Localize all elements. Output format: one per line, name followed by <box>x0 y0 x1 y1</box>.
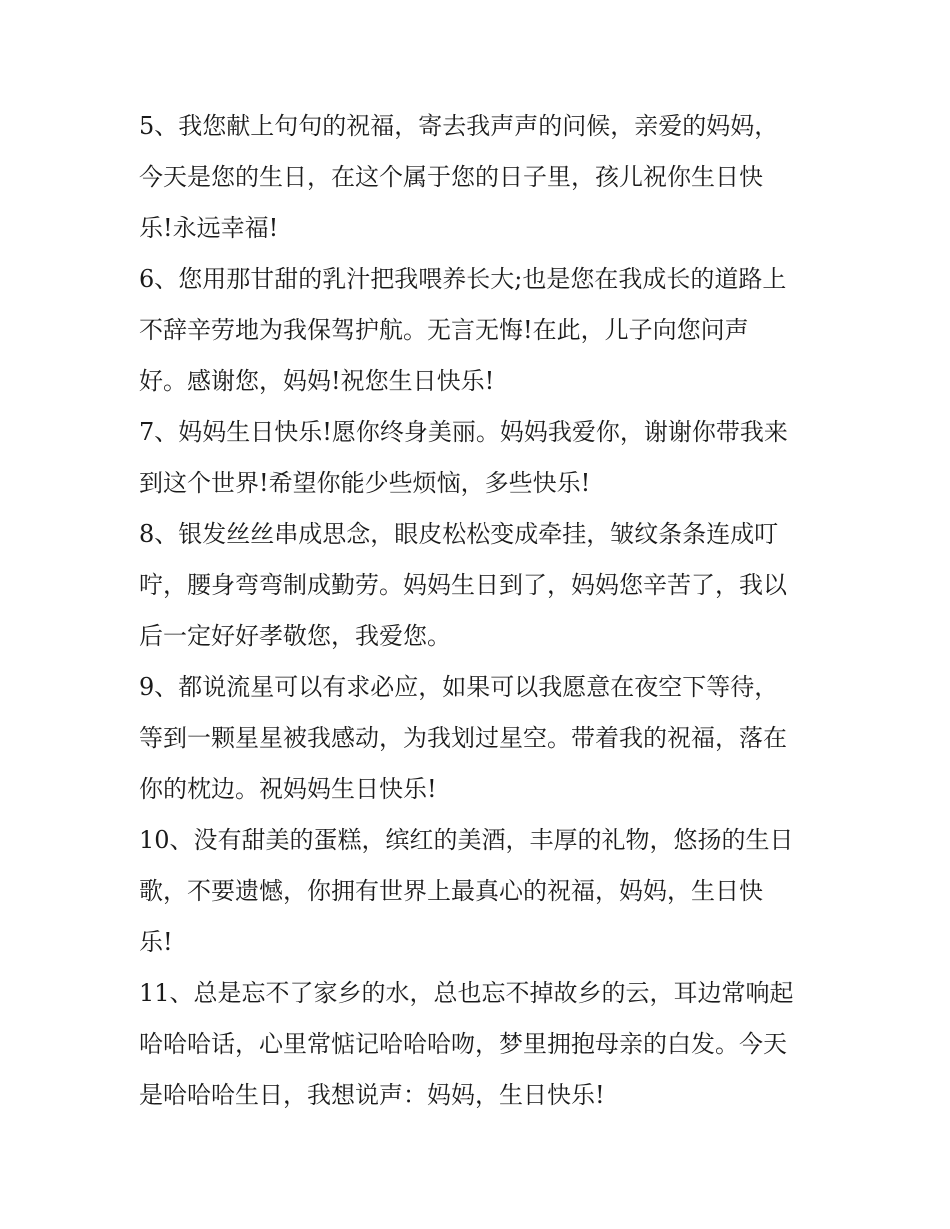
text-line: 不辞辛劳地为我保驾护航。无言无悔!在此，儿子向您问声 <box>139 316 749 344</box>
text-line: 等到一颗星星被我感动，为我划过星空。带着我的祝福，落在 <box>139 724 787 752</box>
text-line: 是哈哈哈生日，我想说声：妈妈，生日快乐! <box>139 1081 605 1109</box>
text-line: 歌，不要遗憾，你拥有世界上最真心的祝福，妈妈，生日快 <box>139 877 763 905</box>
document-body <box>139 101 819 1121</box>
paragraph-5 <box>139 101 819 254</box>
text-line: 咛，腰身弯弯制成勤劳。妈妈生日到了，妈妈您辛苦了，我以 <box>139 571 787 599</box>
text-line: 哈哈哈话，心里常惦记哈哈哈吻，梦里拥抱母亲的白发。今天 <box>139 1030 787 1058</box>
paragraph-7 <box>139 407 819 509</box>
text-line: 你的枕边。祝妈妈生日快乐! <box>139 775 437 803</box>
text-line: 到这个世界!希望你能少些烦恼，多些快乐! <box>139 469 591 497</box>
paragraph-9 <box>139 662 819 815</box>
text-line: 好。感谢您，妈妈!祝您生日快乐! <box>139 367 495 395</box>
text-line: 后一定好好孝敬您，我爱您。 <box>139 622 451 650</box>
paragraph-11 <box>139 968 819 1121</box>
text-line: 乐!永远幸福! <box>139 214 279 242</box>
text-line: 乐! <box>139 928 173 956</box>
text-line: 6、您用那甘甜的乳汁把我喂养长大;也是您在我成长的道路上 <box>139 265 787 293</box>
text-line: 7、妈妈生日快乐!愿你终身美丽。妈妈我爱你，谢谢你带我来 <box>139 418 788 446</box>
paragraph-8 <box>139 509 819 662</box>
text-line: 9、都说流星可以有求必应，如果可以我愿意在夜空下等待， <box>139 673 779 701</box>
text-line: 10、没有甜美的蛋糕，缤红的美酒，丰厚的礼物，悠扬的生日 <box>139 826 794 854</box>
text-line: 今天是您的生日，在这个属于您的日子里，孩儿祝你生日快 <box>139 163 763 191</box>
text-line: 8、银发丝丝串成思念，眼皮松松变成牵挂，皱纹条条连成叮 <box>139 520 779 548</box>
paragraph-6 <box>139 254 819 407</box>
text-line: 11、总是忘不了家乡的水，总也忘不掉故乡的云，耳边常响起 <box>139 979 794 1007</box>
text-line: 5、我您献上句句的祝福，寄去我声声的问候，亲爱的妈妈， <box>139 112 779 140</box>
paragraph-10 <box>139 815 819 968</box>
